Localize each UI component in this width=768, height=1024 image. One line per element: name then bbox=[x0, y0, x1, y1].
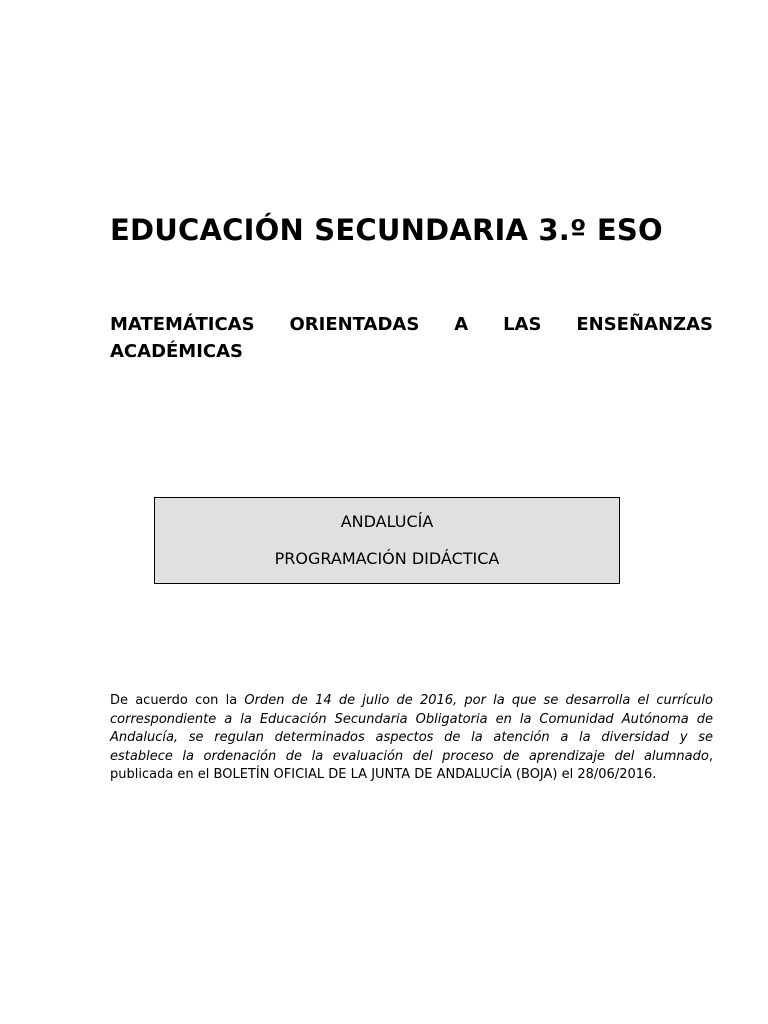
legal-line-4 bbox=[110, 748, 713, 767]
legal-line-1 bbox=[110, 692, 713, 711]
legal-italic-text: Orden de 14 de julio de 2016, por la que se desarrolla el currículo bbox=[244, 693, 713, 708]
subject-word: LAS bbox=[503, 314, 542, 335]
subject-line-2: ACADÉMICAS bbox=[110, 341, 244, 362]
legal-paragraph bbox=[110, 692, 713, 785]
legal-line-5: publicada en el BOLETÍN OFICIAL DE LA JUNTA DE ANDALUCÍA (BOJA) el 28/06/2016. bbox=[110, 767, 657, 782]
document-title: EDUCACIÓN SECUNDARIA 3.º ESO bbox=[110, 213, 663, 247]
subject-word: ENSEÑANZAS bbox=[576, 314, 713, 335]
legal-italic-text: correspondiente a la Educación Secundaria Obligatoria en la Comunidad Autónoma de bbox=[110, 711, 713, 727]
subject-word: A bbox=[454, 314, 469, 335]
subject-word: MATEMÁTICAS bbox=[110, 314, 255, 335]
legal-italic-text: establece la ordenación de la evaluación del proceso de aprendizaje del alumnado bbox=[110, 748, 709, 764]
subject-word: ORIENTADAS bbox=[289, 314, 420, 335]
legal-text: De acuerdo con la bbox=[110, 693, 245, 708]
region-box bbox=[154, 497, 620, 584]
subject-line-1 bbox=[110, 311, 713, 338]
region-label: ANDALUCÍA bbox=[340, 512, 434, 531]
programacion-label: PROGRAMACIÓN DIDÁCTICA bbox=[274, 549, 500, 568]
legal-text: , bbox=[708, 748, 713, 764]
subject-heading bbox=[110, 311, 713, 365]
legal-italic-text: Andalucía, se regulan determinados aspectos de la atención a la diversidad y se bbox=[110, 730, 713, 745]
legal-line-2 bbox=[110, 711, 713, 730]
legal-line-3 bbox=[110, 729, 713, 748]
